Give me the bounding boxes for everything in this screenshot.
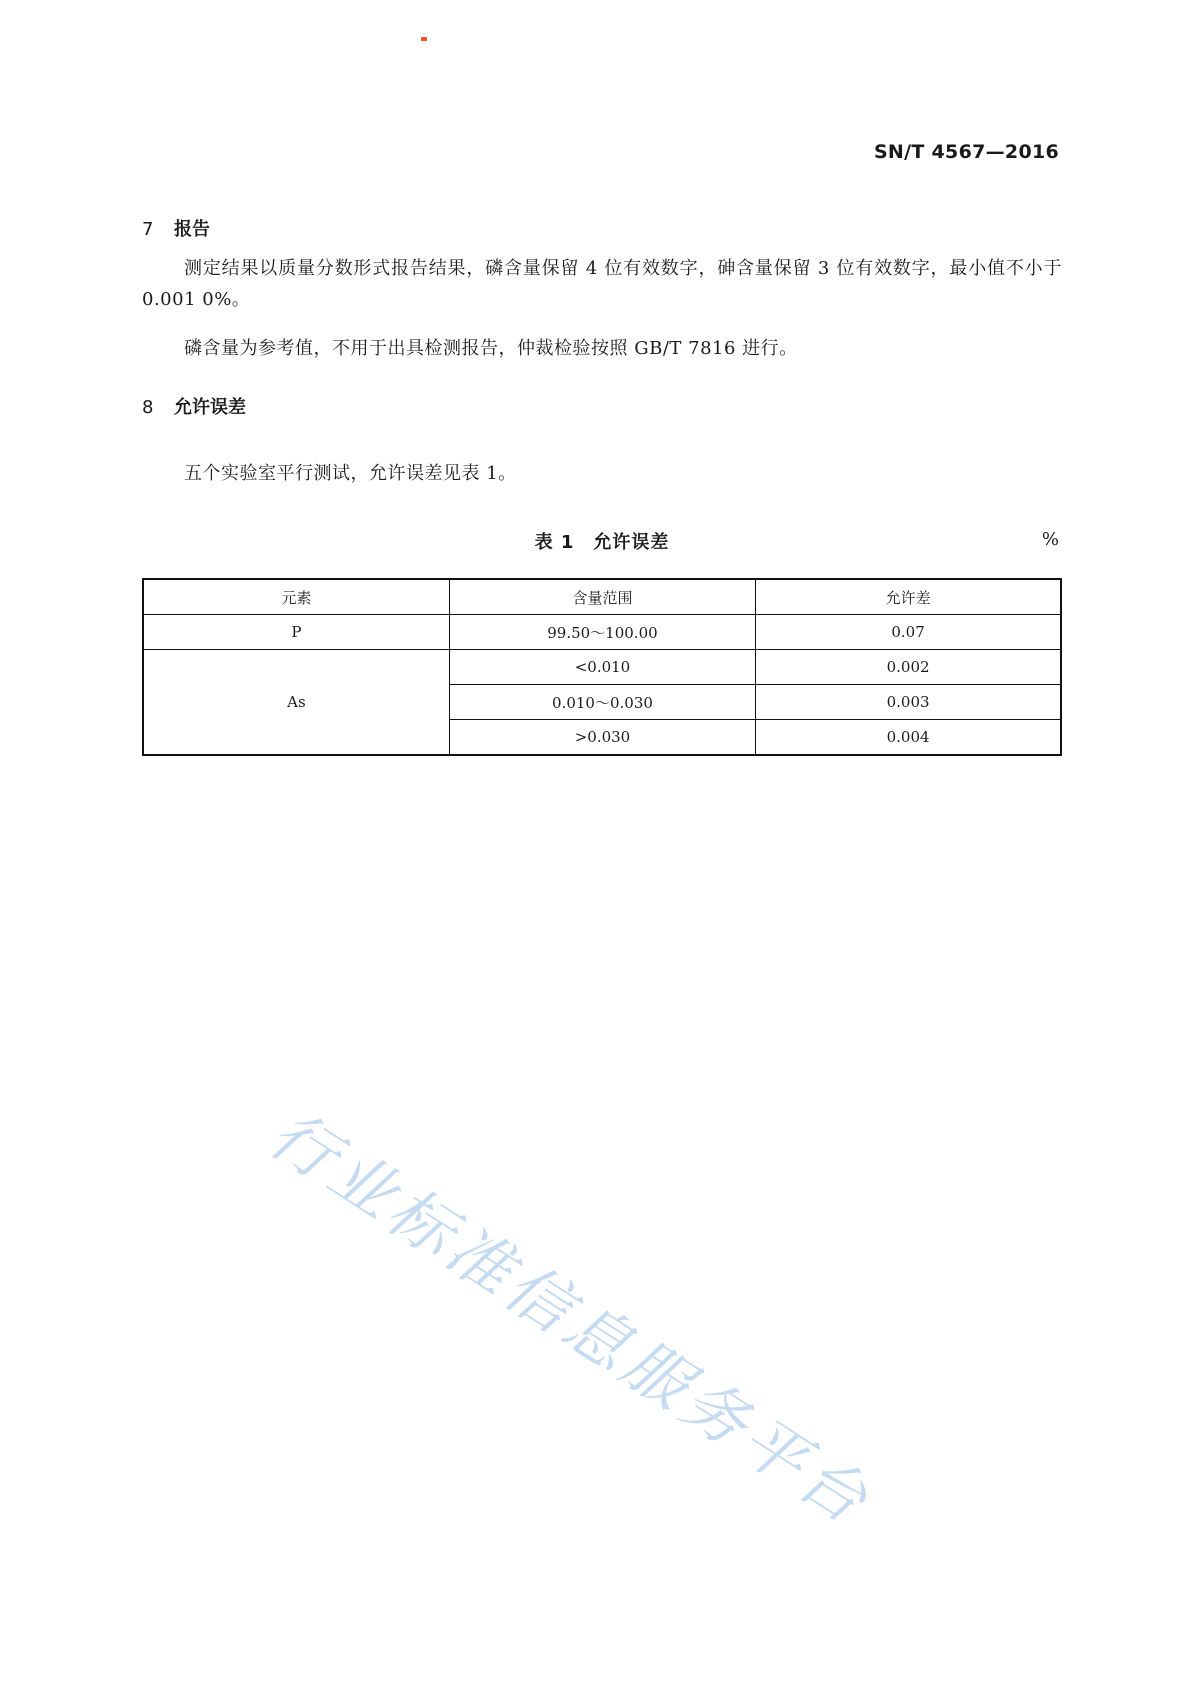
standard-code: SN/T 4567—2016 bbox=[873, 141, 1059, 163]
table-header-row bbox=[143, 579, 1061, 615]
cell-range: <0.010 bbox=[449, 650, 755, 685]
table-unit: % bbox=[1041, 529, 1059, 550]
tolerance-table bbox=[142, 578, 1062, 756]
table-row bbox=[143, 615, 1061, 650]
header-element: 元素 bbox=[143, 579, 449, 615]
section-8-paragraph-1: 五个实验室平行测试，允许误差见表 1。 bbox=[184, 463, 517, 484]
section-7-number: 7 bbox=[142, 219, 154, 240]
table-row bbox=[143, 650, 1061, 685]
section-7-heading bbox=[142, 215, 210, 241]
cell-tolerance: 0.003 bbox=[756, 685, 1061, 720]
header-range: 含量范围 bbox=[449, 579, 755, 615]
header-tolerance: 允许差 bbox=[756, 579, 1061, 615]
section-8-number: 8 bbox=[142, 397, 154, 418]
table-title: 表 1 允许误差 bbox=[534, 532, 670, 553]
cell-element-as: As bbox=[143, 650, 449, 756]
cell-range: 99.50～100.00 bbox=[449, 615, 755, 650]
section-7-paragraph-2: 磷含量为参考值，不用于出具检测报告，仲裁检验按照 GB/T 7816 进行。 bbox=[184, 338, 798, 359]
cell-element-p: P bbox=[143, 615, 449, 650]
cell-tolerance: 0.07 bbox=[756, 615, 1061, 650]
red-mark bbox=[421, 37, 427, 41]
section-7-title: 报告 bbox=[174, 219, 210, 240]
watermark: 行业标准信息服务平台 bbox=[256, 1097, 884, 1541]
cell-range: >0.030 bbox=[449, 720, 755, 756]
cell-tolerance: 0.004 bbox=[756, 720, 1061, 756]
cell-range: 0.010～0.030 bbox=[449, 685, 755, 720]
section-7-paragraph-1: 测定结果以质量分数形式报告结果，磷含量保留 4 位有效数字，砷含量保留 3 位有效数字，最小值不小于 0.001 0%。 bbox=[142, 258, 1062, 310]
cell-tolerance: 0.002 bbox=[756, 650, 1061, 685]
section-8-title: 允许误差 bbox=[174, 397, 246, 418]
section-8-heading bbox=[142, 393, 246, 419]
